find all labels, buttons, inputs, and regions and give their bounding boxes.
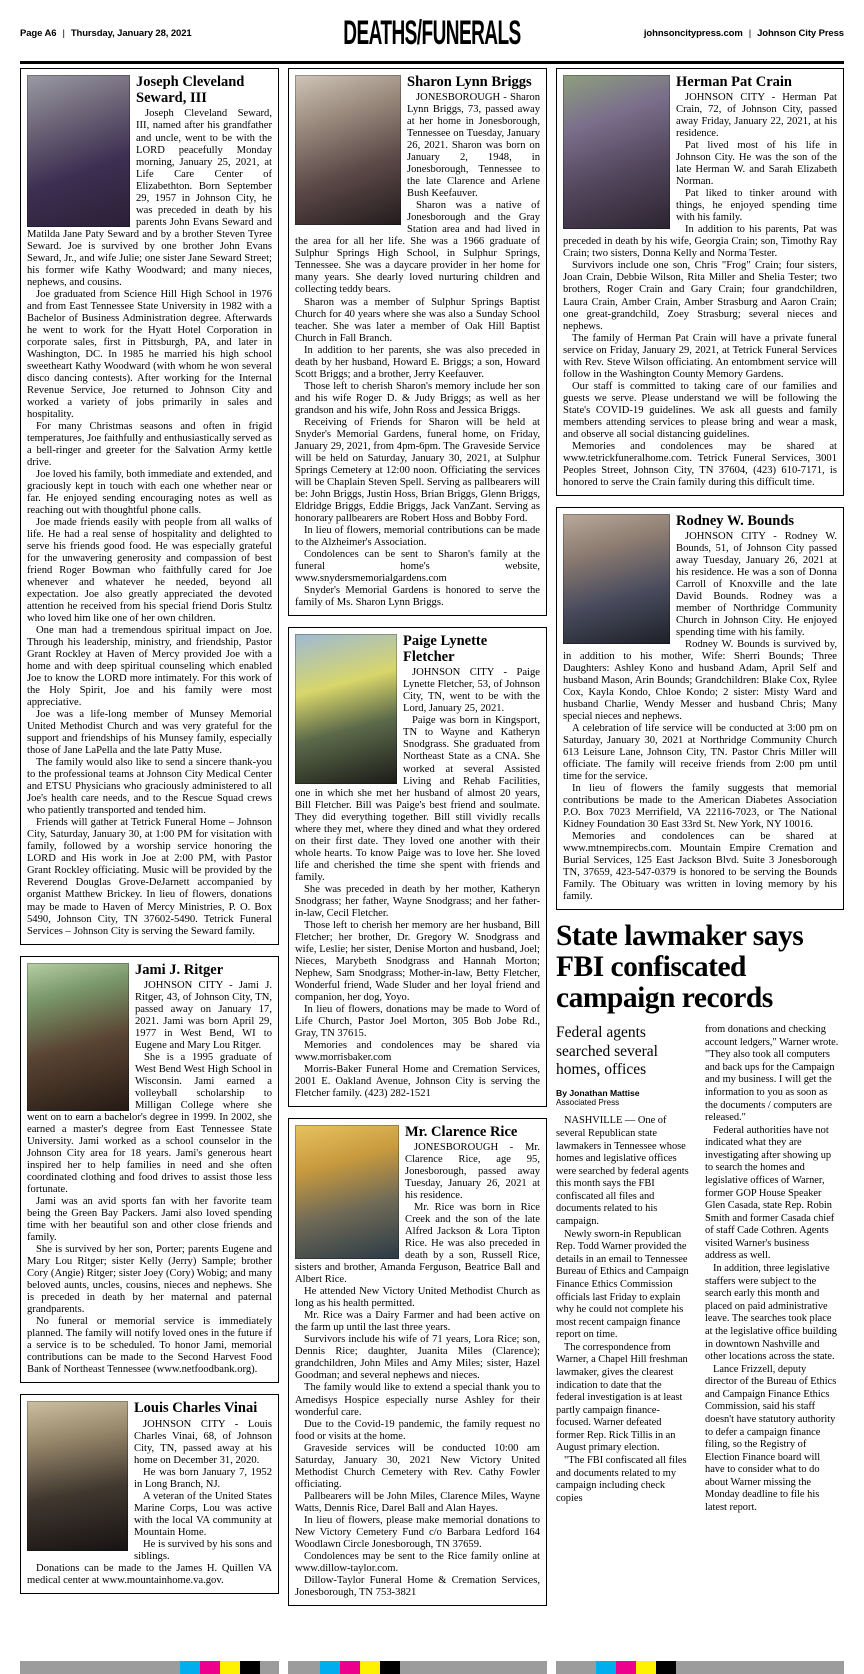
obituary-paragraph: JONESBOROUGH - Sharon Lynn Briggs, 73, passed away at her home in Jonesborough, Tennessee on Tuesday, January 26, 2021. Sharon was born on January 2, 1948, in Jonesborough, Tennessee to the late Clarence and Arlene Bush Keefauver. xyxy=(407,92,540,200)
registration-swatch-cyan xyxy=(596,1661,616,1674)
obituary-paragraph: Pallbearers will be John Miles, Clarence Miles, Wayne Watts, Dennis Rice, Darel Ball and Alan Hayes. xyxy=(295,1490,540,1514)
story-column-right xyxy=(705,1024,841,1515)
obituary-paragraph: He attended New Victory United Methodist Church as long as his health permitted. xyxy=(295,1286,540,1310)
obituary-paragraph: A veteran of the United States Marine Corps, Lou was active with the local VA community at Mountain Home. xyxy=(134,1490,272,1538)
portrait-photo-jami-ritger xyxy=(27,963,129,1111)
story-paragraph: Newly sworn-in Republican Rep. Todd Warner provided the details in an email to Tennessee Bureau of Ethics and Campaign Finance Ethics Commission officials last Friday to explain why he could not complete his most recent campaign finance report on time. xyxy=(556,1228,689,1341)
obituary-paragraph: The family of Herman Pat Crain will have a private funeral service on Friday, January 29, 2021, at Tetrick Funeral Services with Rev. Steve Wilson officiating. An entombment service will follow in the Washington County Memory Gardens. xyxy=(563,332,837,380)
obituary-paragraph: He was born January 7, 1952 in Long Branch, NJ. xyxy=(134,1466,272,1490)
obituary-paragraph: Morris-Baker Funeral Home and Cremation Services, 2001 E. Oakland Avenue, Johnson City is serving the Fletcher family. (423) 282-1521 xyxy=(295,1063,540,1099)
obituary-paragraph: Those left to cherish Sharon's memory include her son and his wife Roger D. & Judy Briggs; as well as her grandson and his wife, John Ross and Jessica Briggs. xyxy=(295,380,540,416)
obituary-name: Paige Lynette Fletcher xyxy=(403,632,488,666)
obituary-paragraph: Condolences may be sent to the Rice family online at www.dillow-taylor.com. xyxy=(295,1550,540,1574)
registration-swatch-magenta xyxy=(200,1661,220,1674)
column-two xyxy=(288,68,547,1617)
registration-swatch-yellow xyxy=(636,1661,656,1674)
obituary-paragraph: JOHNSON CITY - Louis Charles Vinai, 68, of Johnson City, TN, passed away at his home on December 31, 2020. xyxy=(134,1418,272,1466)
obituary-paragraph: Snyder's Memorial Gardens is honored to serve the family of Ms. Sharon Lynn Briggs. xyxy=(295,584,540,608)
column-three xyxy=(556,68,844,1515)
story-paragraph: from donations and checking account ledgers," Warner wrote. "They also took all computers and back ups for the Campaign and my business. I will get the information to you as soon as the documents / computers are released." xyxy=(705,1024,839,1124)
publication-date: Thursday, January 28, 2021 xyxy=(70,28,192,39)
obituary-paragraph: The family would also like to send a sincere thank-you to the professional teams at Johnson City Medical Center and ETSU Physicians who graciously administered to all Joe's health care needs, and to the Rescue Squad crews who patiently transported and tended him. xyxy=(27,757,272,817)
page-number: Page A6 xyxy=(20,28,57,39)
obituary-paragraph: In lieu of flowers, memorial contributions can be made to the Alzheimer's Association. xyxy=(295,524,540,548)
obituary-louis-vinai xyxy=(20,1394,279,1593)
portrait-photo-louis-vinai xyxy=(27,1401,128,1551)
obituary-paragraph: JOHNSON CITY - Herman Pat Crain, 72, of Johnson City, passed away Friday, January 22, 2021, at his residence. xyxy=(676,92,837,140)
obituary-paragraph: Joe graduated from Science Hill High School in 1976 and from East Tennessee State University in 1982 with a Bachelor of Business Administration degree. Afterwards he went to work for the Hyatt Hotel Corporation in corporate sales, first in Pittsburgh, PA, and later in Washington, DC. In 1985 he married his high school sweetheart Kathy Woodward (with whom he won several disco dancing contests). After working for the Internal Revenue Service, Joe returned to Johnson City and worked a variety of jobs primarily in sales and hospitality. xyxy=(27,288,272,420)
obituary-paragraph: She is a 1995 graduate of West Bend West High School in Wisconsin. Jami earned a volleyball scholarship to Milligan College where she went on to earn a bachelor's degree in 1999. In 2002, she earned a master's degree from East Tennessee State University. Jami worked as a school counselor in the Johnson City area for 18 years. Jami's generous heart inspired her to help families in need and she often coordinated clothing and food drives to assist those less fortunate. xyxy=(27,1051,272,1196)
page-title: DEATHS/FUNERALS xyxy=(343,14,521,52)
obituary-paragraph: Joe was a life-long member of Munsey Memorial United Methodist Church and was very grateful for the support and friendships of his Munsey family, especially those of Jane LaPella and the late Patty Muse. xyxy=(27,709,272,757)
registration-swatch-cyan xyxy=(320,1661,340,1674)
obituary-paragraph: She was preceded in death by her mother, Katheryn Snodgrass; her father, Wayne Snodgrass; and her father-in-law, Cecil Fletcher. xyxy=(295,883,540,919)
obituary-paragraph: She is survived by her son, Porter; parents Eugene and Mary Lou Ritger; sister Kelly (Jerry) Sample; brother Cory (Angie) Ritger; sister Joey (Cory) Wobig; and many beloved aunts, uncles, cousins, nieces and nephews. She is preceded in death by her maternal and paternal grandparents. xyxy=(27,1244,272,1316)
masthead-separator-right: | xyxy=(748,28,752,39)
obituary-name: Herman Pat Crain xyxy=(676,74,792,90)
portrait-photo-sharon-briggs xyxy=(295,75,401,225)
obituary-paragraph: JOHNSON CITY - Rodney W. Bounds, 51, of Johnson City passed away Tuesday, January 26, 2021 at his residence. He was a son of Donna Carroll of Knoxville and the late David Bounds. Rodney was a member of Northridge Community Church in Johnson City. He enjoyed spending time with his family. xyxy=(676,530,837,639)
obituary-paragraph: Survivors include one son, Chris "Frog" Crain; four sisters, Joan Crain, Debbie Wilson, Rita Miller and Shelia Tester; two brothers, Roger Crain and Gary Crain; four grandchildren, Laura Crain, Amber Crain, Amber Strasburg and Aaron Crain; one great-grandchild, Zoey Strasburg; several nieces and nephews. xyxy=(563,260,837,332)
obituary-name: Mr. Clarence Rice xyxy=(405,1123,518,1140)
portrait-photo-clarence-rice xyxy=(295,1125,399,1259)
masthead-left xyxy=(20,28,192,39)
masthead-rule xyxy=(20,61,844,64)
obituary-sharon-briggs xyxy=(288,68,547,616)
masthead xyxy=(20,14,844,62)
obituary-paragraph: In addition to his parents, Pat was preceded in death by his wife, Georgia Crain; son, Timothy Ray Crain; two sisters, Donna Kelly and Norma Tester. xyxy=(563,224,837,260)
obituary-paragraph: In lieu of flowers the family suggests that memorial contributions be made to the American Diabetes Association P.O. Box 7023 Merrifield, VA 22116-7023, or The National Kidney Foundation 30 East 33rd St. New York, NY 10016. xyxy=(563,783,837,831)
story-paragraph: The correspondence from Warner, a Chapel Hill freshman lawmaker, gives the clearest indication to date that the federal investigation is at least partly campaign finance-focused. Warner defeated former Rep. Rick Tillis in an August primary election. xyxy=(556,1341,688,1454)
registration-swatch-yellow xyxy=(220,1661,240,1674)
obituary-paragraph: A celebration of life service will be conducted at 3:00 pm on Saturday, January 30, 2021 at Northridge Community Church 613 Leisure Lane, Johnson City, TN. Pastor Chris Miller will officiate. The family will receive friends from 2:00 pm until time for the service. xyxy=(563,723,837,783)
obituary-paragraph: Survivors include his wife of 71 years, Lora Rice; son, Dennis Rice; daughter, Juanita Miles (Clarence); grandchildren, John Miles and Amy Miles; sister, Hazel Goodman; and several nephews and nieces. xyxy=(295,1334,540,1382)
obituary-paragraph: Donations can be made to the James H. Quillen VA medical center at www.mountainhome.va.gov. xyxy=(27,1562,272,1586)
obituary-paragraph: For many Christmas seasons and often in frigid temperatures, Joe faithfully and enthusiastically served as a bell-ringer and greeter for the Salvation Army kettle drive. xyxy=(27,420,272,468)
story-byline-org: Associated Press xyxy=(556,1098,620,1108)
portrait-photo-joseph-seward xyxy=(27,75,130,227)
obituary-paragraph: Rodney W. Bounds is survived by, in addition to his mother, Wife: Sherri Bounds; Three Daughters: Ashley Kono and husband Adam, April Self and husband Mason, Arin Bounds; Grandchildren: Blake Cox, Rylee Cox, Kayla Kondo, Chloe Kondo; 2 sister: Misty Ward and husband Charlie, Wendy Messer and husband Chris; Many special nieces and nephews. xyxy=(563,639,837,723)
story-byline: By Jonathan Mattise xyxy=(556,1087,640,1098)
story-headline: State lawmaker says FBI confiscated campaign records xyxy=(556,920,804,1014)
portrait-photo-rodney-bounds xyxy=(563,514,670,644)
obituary-rodney-bounds xyxy=(556,507,844,911)
obituary-paragraph: No funeral or memorial service is immediately planned. The family will notify loved ones in the future if a service is to be scheduled. To honor Jami, memorial contributions can be made to the Second Harvest Food Bank of Northeast Tennessee (www.netfoodbank.org). xyxy=(27,1316,272,1376)
obituary-paragraph: Receiving of Friends for Sharon will be held at Snyder's Memorial Gardens, funeral home, on Friday, January 29, 2021, from 4pm-6pm. The Graveside Service will be held on Saturday, January 30, 2021, at Sulphur Springs Cemetery at 12:00 noon. Officiating the services will be Chaplain Steven Spell. Serving as pallbearers will be: John Briggs, Justin Hoss, Brian Briggs, Glenn Briggs, Eldridge Briggs, Eddie Briggs, Jack VanZant. Serving as honorary pallbearers are Robert Hoss and Bobby Ford. xyxy=(295,416,540,524)
masthead-right xyxy=(644,28,844,39)
registration-swatch-black xyxy=(380,1661,400,1674)
registration-swatch-cyan xyxy=(180,1661,200,1674)
obituary-paragraph: JOHNSON CITY - Paige Lynette Fletcher, 53, of Johnson City, TN, went to be with the Lord, January 25, 2021. xyxy=(403,667,540,715)
obituary-paragraph: Condolences can be sent to Sharon's family at the funeral home's website, www.snydersmemorialgardens.com xyxy=(295,548,540,584)
obituary-paragraph: Memories and condolences can be shared at www.mtnempirecbs.com. Mountain Empire Cremation and Burial Services, 125 East Jackson Blvd. Suite 3 Jonesborough TN, 37659, 423-547-0379 is honored to be serving the Bounds Family. The Obituary was written in loving memory by his family. xyxy=(563,831,837,903)
obituary-paragraph: He is survived by his sons and siblings. xyxy=(134,1538,272,1562)
obituary-paragraph: Joe loved his family, both immediate and extended, and graciously kept in touch with each one whether near or far. He enjoyed sending encouraging notes as well as reaching out with thoughtful phone calls. xyxy=(27,468,272,516)
obituary-paragraph: One man had a tremendous spiritual impact on Joe. Through his leadership, ministry, and friendship, Pastor Grant Rockley at Haven of Mercy provided Joe with a home and with deep spiritual counseling which enabled Joe to know the LORD more intimately. For this work of the Holy Spirit, Joe and his family were most appreciative. xyxy=(27,625,272,709)
obituary-paragraph: Joe made friends easily with people from all walks of life. He had a real sense of hospitality and delighted to serve his friends good food. He was especially grateful for the unwavering generosity and compassion of best friend Roger Bowman who faithfully cared for Joe whenever and whatever he needed, beyond all expectation. Joe also greatly appreciated the devoted attention he received from his special friend Doris Stultz who loved him like one of her own children. xyxy=(27,517,272,625)
obituary-paige-fletcher xyxy=(288,627,547,1107)
obituary-paragraph: Pat liked to tinker around with things, he enjoyed spending time with his family. xyxy=(676,188,837,224)
registration-swatch-black xyxy=(240,1661,260,1674)
obituary-paragraph: Due to the Covid-19 pandemic, the family request no food or visits at the home. xyxy=(295,1418,540,1442)
obituary-paragraph: Sharon was a member of Sulphur Springs Baptist Church for 40 years where she was also a Sunday School teacher. She was later a member of Oak Hill Baptist Church in Fall Branch. xyxy=(295,296,540,344)
masthead-separator-left: | xyxy=(62,28,65,39)
obituary-paragraph: Memories and condolences may be shared via www.morrisbaker.com xyxy=(295,1039,540,1063)
obituary-paragraph: JONESBOROUGH - Mr. Clarence Rice, age 95, Jonesborough, passed away Tuesday, January 26, 2021 at his residence. xyxy=(405,1142,540,1202)
obituary-paragraph: Pat lived most of his life in Johnson City. He was the son of the late Herman W. and Sarah Elizabeth Norman. xyxy=(676,140,837,188)
obituary-paragraph: Sharon was a native of Jonesborough and the Gray Station area and had lived in the area for all her life. She was a 1966 graduate of Sulphur Springs High School, in Sulphur Springs, Tennessee. She was a daycare provider in her home for many years. She dearly loved nurturing children and collecting teddy bears. xyxy=(295,200,540,296)
obituary-paragraph: Jami was an avid sports fan with her favorite team being the Green Bay Packers. Jami also loved spending time with her beautiful son and other close friends and family. xyxy=(27,1196,272,1244)
obituary-name: Louis Charles Vinai xyxy=(134,1400,258,1417)
story-column-left xyxy=(556,1024,692,1515)
registration-bar-one xyxy=(20,1661,279,1674)
obituary-joseph-seward xyxy=(20,68,279,945)
registration-swatch-black xyxy=(656,1661,676,1674)
obituary-paragraph: Mr. Rice was a Dairy Farmer and had been active on the farm up until the last three years. xyxy=(295,1310,540,1334)
story-paragraph: NASHVILLE — One of several Republican state lawmakers in Tennessee whose homes and legislative offices were searched by federal agents this month says the FBI confiscated all files and documents related to his campaign. xyxy=(556,1115,689,1228)
obituary-paragraph: Those left to cherish her memory are her husband, Bill Fletcher; her brother, Dr. Gregory W. Snodgrass and wife, Leslie; her sister, Denise Morton and husband, Joel; Nieces, Marybeth Snodgrass and Hannah Morton; Nephew, Sam Snodgrass; Mother-in-law, Betty Fletcher, Wonderful friend, Wade Sluder and her loyal friend and companion, her dog, Yoyo. xyxy=(295,919,540,1003)
website-url: johnsoncitypress.com xyxy=(643,28,743,39)
registration-bar-three xyxy=(556,1661,844,1674)
registration-swatch-yellow xyxy=(360,1661,380,1674)
story-body xyxy=(556,1024,844,1515)
obituary-paragraph: Joseph Cleveland Seward, III, named after his grandfather and uncle, went to be with the LORD peacefully Monday morning, January 25, 2021, at Life Care Center of Elizabethton. Born September 29, 1957 in Johnson City, he was preceded in death by his parents John Evans Seward and Matilda Jane Paty Seward and by a brother Steven Tyree Seward. Joe is survived by one brother John Evans Seward, Jr., and wife Julie; one sister Jane Seward Street; his former wife Kathy Woodward; and many nieces, nephews, and cousins. xyxy=(27,108,272,288)
obituary-clarence-rice xyxy=(288,1118,547,1606)
obituary-paragraph: Friends will gather at Tetrick Funeral Home – Johnson City, Saturday, January 30, at 1:00 PM for visitation with family, followed by a worship service honoring the LORD and His work in Joe at 2:00 PM, with Pastor Grant Rockley officiating. Music will be provided by the Reverend Douglas Grove-DeJarnett accompanied by organist Matthew Brickey. In lieu of flowers, donations may be made to Haven of Mercy Ministries, P. O. Box 5490, Johnson City, TN 37602-5490. Tetrick Funeral Services – Johnson City is serving the Seward family. xyxy=(27,817,272,937)
obituary-paragraph: In lieu of flowers, please make memorial donations to New Victory Cemetery Fund c/o Barbara Ledford 164 Woodlawn Circle Jonesborough, TN 37659. xyxy=(295,1514,540,1550)
obituary-paragraph: In lieu of flowers, donations may be made to Word of Life Church, Pastor Joel Morton, 305 Bob Jobe Rd., Gray, TN 37615. xyxy=(295,1003,540,1039)
story-paragraph: Federal authorities have not indicated what they are investigating after showing up to search the homes and legislative offices of Warner, former GOP House Speaker Glen Casada, state Rep. Robin Smith and former Casada chief of staff Cade Cothren. Agents visited Warner's business address as well. xyxy=(705,1124,835,1262)
obituary-paragraph: Mr. Rice was born in Rice Creek and the son of the late Alfred Jackson & Lora Tipton Rice. He was also preceded in death by a son, Russell Rice, sisters and brother, Amanda Ferguson, Beatrice Ball and Albert Rice. xyxy=(295,1202,540,1286)
story-paragraph: Lance Frizzell, deputy director of the Bureau of Ethics and Campaign Finance Ethics Commission, said his staff doesn't have statutory authority to defer a campaign finance filing, so the Registry of Election Finance board will have to consider what to do about Warner missing the Monday deadline to file his latest report. xyxy=(705,1363,837,1514)
registration-swatch-magenta xyxy=(616,1661,636,1674)
obituary-paragraph: Graveside services will be conducted 10:00 am Saturday, January 30, 2021 New Victory United Methodist Church Cemetery with Rev. Cathy Fowler officiating. xyxy=(295,1442,540,1490)
obituary-paragraph: Paige was born in Kingsport, TN to Wayne and Katheryn Snodgrass. She graduated from Northeast State as a CNA. She worked at several Assisted Living and Rehab Facilities, one in which she met her husband of almost 20 years, Bill Fletcher. Bill was Paige's best friend and soulmate. They did everything together. Bill still vividly recalls where they met, where they dined and what they ordered on their first date. They loved one another with their whole hearts. To know Paige was to love her. She loved life and cherished the time she spent with friends and family. xyxy=(295,715,540,883)
obituary-name: Rodney W. Bounds xyxy=(676,512,795,529)
story-deck: Federal agents searched several homes, offices xyxy=(556,1024,658,1079)
obituary-name: Joseph Cleveland Seward, III xyxy=(136,74,245,107)
obituary-paragraph: Memories and condolences may be shared at www.tetrickfuneralhome.com. Tetrick Funeral Services, 3001 Peoples Street, Johnson City, TN 37604, (423) 610-7171, is honored to serve the Crain family during this difficult time. xyxy=(563,440,837,488)
obituary-name: Jami J. Ritger xyxy=(135,961,224,978)
obituary-paragraph: Dillow-Taylor Funeral Home & Cremation Services, Jonesborough, TN 753-3821 xyxy=(295,1574,540,1598)
story-paragraph: "The FBI confiscated all files and documents related to my campaign including check copies xyxy=(556,1455,687,1504)
story-paragraph: In addition, three legislative staffers were subject to the search early this month and placed on paid administrative leave. The searches took place at the legislative office building in downtown Nashville and other locations across the state. xyxy=(705,1263,837,1363)
publication-name: Johnson City Press xyxy=(757,28,844,39)
obituary-paragraph: In addition to her parents, she was also preceded in death by her husband, Howard E. Briggs; a son, Howard Scott Briggs; and a brother, Jerry Keefauver. xyxy=(295,344,540,380)
news-story xyxy=(556,921,844,1514)
portrait-photo-paige-fletcher xyxy=(295,634,397,784)
obituary-herman-crain xyxy=(556,68,844,496)
obituary-jami-ritger xyxy=(20,956,279,1384)
column-one xyxy=(20,68,279,1605)
obituary-paragraph: The family would like to extend a special thank you to Amedisys Hospice especially nurse Ashley for their wonderful care. xyxy=(295,1382,540,1418)
portrait-photo-herman-crain xyxy=(563,75,670,229)
obituary-paragraph: Our staff is committed to taking care of our families and guests we serve. Please understand we will be following the State's COVID-19 guidelines. We ask all guests and family members attending services to please bring and wear a mask, and observe all social distancing guidelines. xyxy=(563,380,837,440)
registration-swatch-magenta xyxy=(340,1661,360,1674)
registration-bar-two xyxy=(288,1661,547,1674)
obituary-paragraph: JOHNSON CITY - Jami J. Ritger, 43, of Johnson City, TN, passed away on January 17, 2021. Jami was born April 29, 1977 in West Bend, WI to Eugene and Mary Lou Ritger. xyxy=(135,979,272,1051)
obituary-name: Sharon Lynn Briggs xyxy=(407,74,532,90)
